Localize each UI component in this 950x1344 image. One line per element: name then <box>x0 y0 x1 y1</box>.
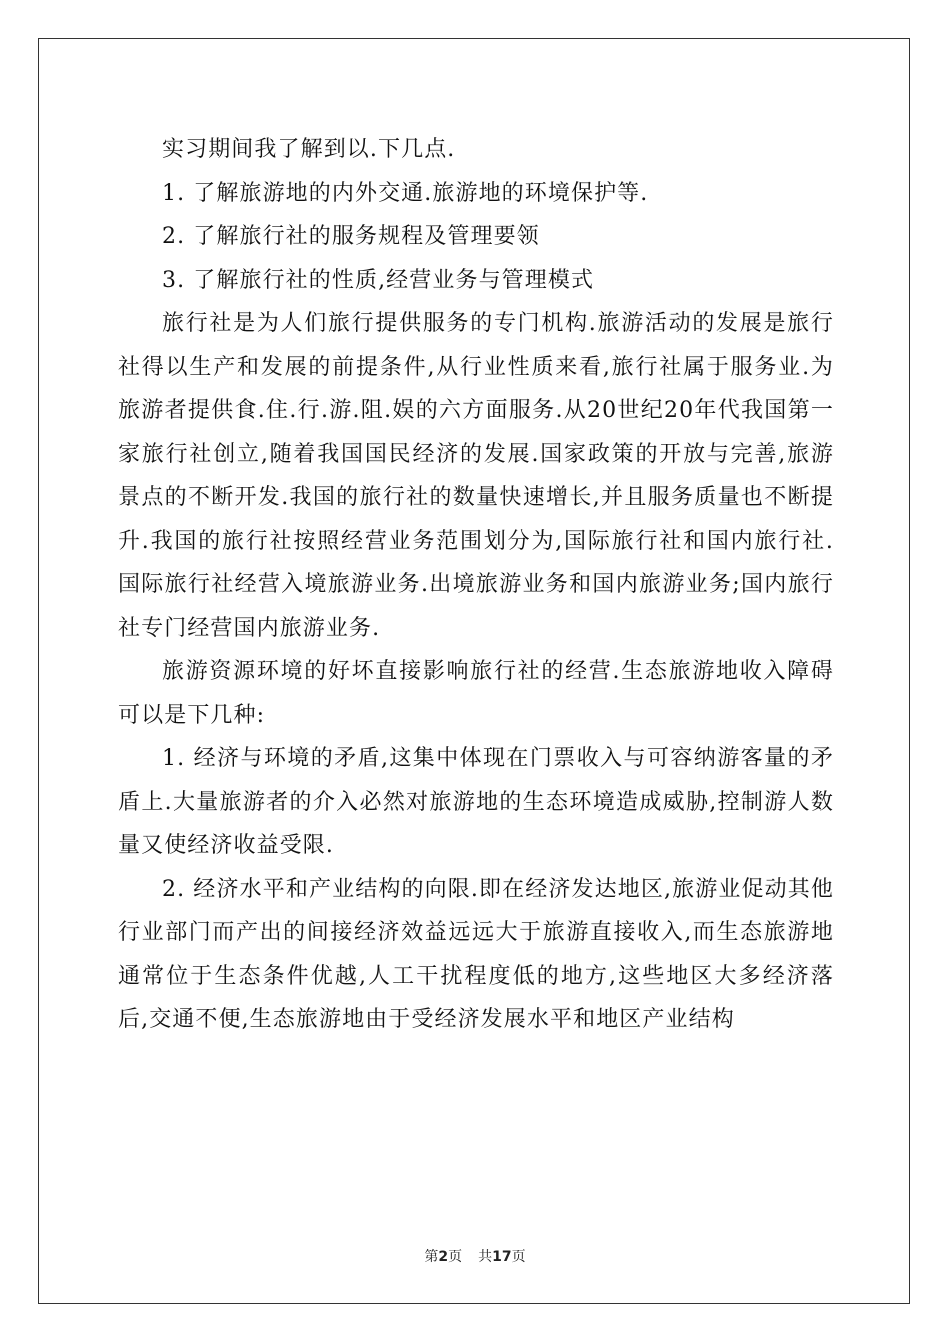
document-body <box>118 128 834 1042</box>
page-number: 2 <box>438 1249 449 1265</box>
paragraph-point-2: 2. 了解旅行社的服务规程及管理要领 <box>162 224 540 249</box>
total-suffix: 页 <box>511 1249 526 1265</box>
paragraph-intro: 实习期间我了解到以.下几点. <box>162 137 456 162</box>
total-prefix: 共 <box>478 1249 493 1265</box>
total-pages: 17 <box>492 1249 512 1265</box>
page-prefix: 第 <box>424 1249 439 1265</box>
paragraph-point-1: 1. 了解旅游地的内外交通.旅游地的环境保护等. <box>162 180 649 206</box>
paragraph-obstacle-2: 2. 经济水平和产业结构的向限.即在经济发达地区,旅游业促动其他行业部门而产出的间接经济效益远远大于旅游直接收入,而生态旅游地通常位于生态条件优越,人工干扰程度低的地方,这些地区大多经济落后,交通不便,生态旅游地由于受经济发展水平和地区产业结构 <box>118 876 834 1032</box>
page-suffix: 页 <box>448 1249 463 1265</box>
paragraph-resource-environment: 旅游资源环境的好坏直接影响旅行社的经营.生态旅游地收入障碍可以是下几种: <box>118 659 834 728</box>
paragraph-obstacle-1: 1. 经济与环境的矛盾,这集中体现在门票收入与可容纳游客量的矛盾上.大量旅游者的介入必然对旅游地的生态环境造成威胁,控制游人数量又使经济收益受限. <box>118 746 834 858</box>
paragraph-point-3: 3. 了解旅行社的性质,经营业务与管理模式 <box>162 267 595 293</box>
paragraph-travel-agency: 旅行社是为人们旅行提供服务的专门机构.旅游活动的发展是旅行社得以生产和发展的前提条件,从行业性质来看,旅行社属于服务业.为旅游者提供食.住.行.游.阻.娱的六方面服务.从20世纪20年代我国第一家旅行社创立,随着我国国民经济的发展.国家政策的开放与完善,旅游景点的不断开发.我国的旅行社的数量快速增长,并且服务质量也不断提升.我国的旅行社按照经营业务范围划分为,国际旅行社和国内旅行社.国际旅行社经营入境旅游业务.出境旅游业务和国内旅游业务;国内旅行社专门经营国内旅游业务. <box>118 311 834 641</box>
page-footer <box>0 1246 950 1266</box>
